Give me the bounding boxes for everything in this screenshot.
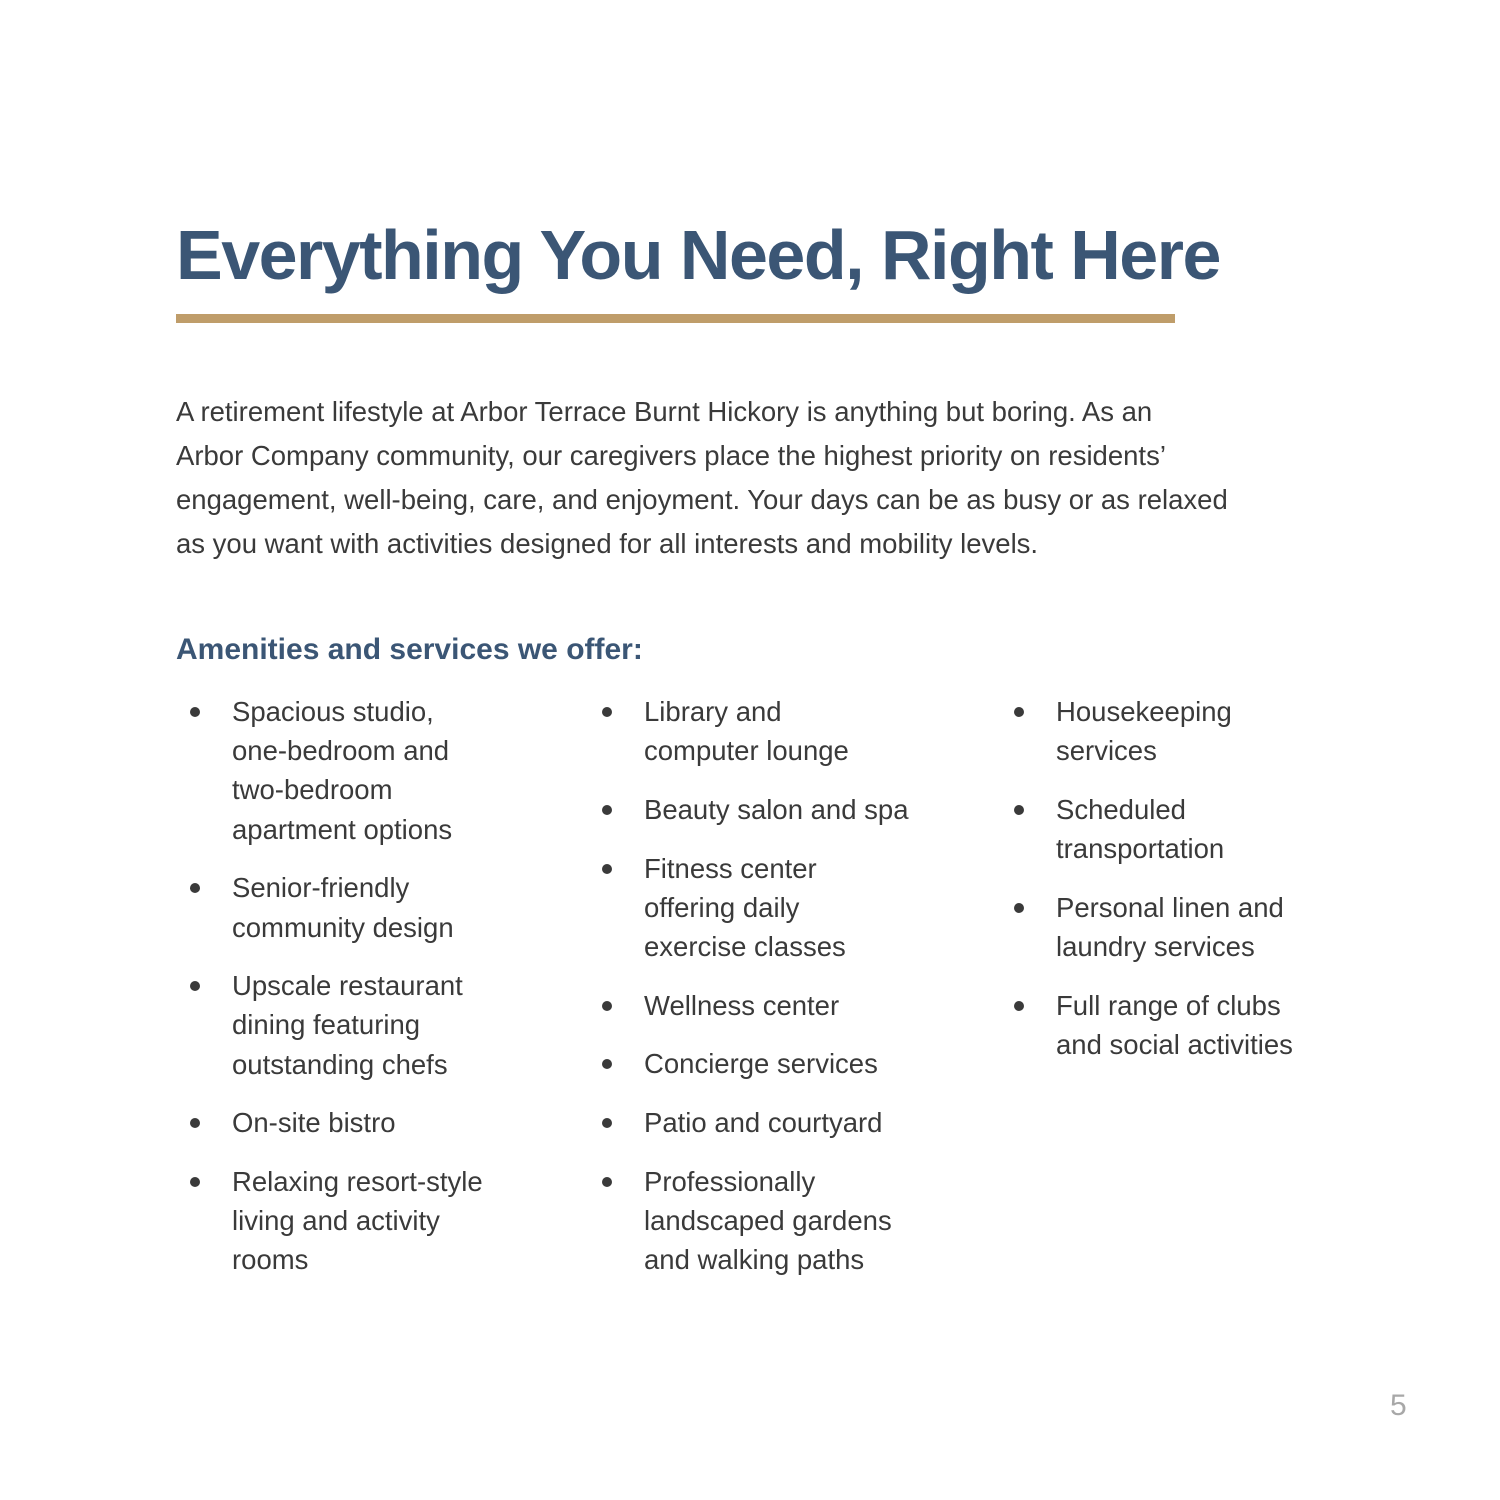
list-item-text: Beauty salon and spa	[644, 793, 909, 825]
list-item	[598, 1044, 958, 1083]
bullet-icon	[1014, 903, 1024, 913]
list-item-text: Professionally landscaped gardens and walking paths	[644, 1165, 892, 1276]
list-item	[1010, 790, 1340, 868]
list-item	[186, 1162, 536, 1280]
bullet-icon	[602, 1177, 612, 1187]
bullet-icon	[602, 1001, 612, 1011]
list-item	[1010, 692, 1340, 770]
amenities-column-2	[598, 692, 958, 1299]
list-item	[598, 849, 958, 967]
bullet-icon	[190, 883, 200, 893]
list-item-text: Concierge services	[644, 1048, 878, 1080]
list-item	[598, 692, 958, 770]
list-item-text: Spacious studio, one-bedroom and two-bedroom apartment options	[232, 696, 453, 845]
page-number: 5	[1390, 1389, 1407, 1422]
list-item-text: On-site bistro	[232, 1107, 396, 1139]
bullet-icon	[190, 707, 200, 717]
list-item-text: Wellness center	[644, 989, 840, 1021]
list-item-text: Patio and courtyard	[644, 1107, 883, 1139]
bullet-icon	[602, 1059, 612, 1069]
amenities-column-3	[1010, 692, 1340, 1084]
amenities-column-1	[186, 692, 536, 1299]
list-item-text: Personal linen and laundry services	[1056, 891, 1284, 963]
list-item	[186, 1103, 536, 1142]
bullet-icon	[1014, 707, 1024, 717]
list-item	[186, 966, 536, 1084]
list-item-text: Upscale restaurant dining featuring outstanding chefs	[232, 970, 463, 1080]
list-item	[598, 790, 958, 829]
bullet-icon	[1014, 1001, 1024, 1011]
bullet-icon	[602, 864, 612, 874]
bullet-icon	[602, 805, 612, 815]
list-item	[598, 1162, 958, 1280]
title-underline-rule	[176, 314, 1175, 323]
bullet-icon	[602, 1118, 612, 1128]
bullet-icon	[602, 707, 612, 717]
page-title: Everything You Need, Right Here	[176, 216, 1220, 294]
list-item-text: Housekeeping services	[1056, 696, 1232, 767]
bullet-icon	[190, 981, 200, 991]
bullet-icon	[190, 1177, 200, 1187]
list-item-text: Senior-friendly community design	[232, 872, 454, 943]
list-item	[1010, 888, 1340, 966]
list-item	[1010, 986, 1340, 1064]
list-item-text: Library and computer lounge	[644, 696, 849, 767]
list-item	[598, 986, 958, 1025]
list-item	[186, 868, 536, 946]
bullet-icon	[190, 1118, 200, 1128]
list-item-text: Fitness center offering daily exercise classes	[644, 852, 846, 963]
intro-paragraph: A retirement lifestyle at Arbor Terrace Burnt Hickory is anything but boring. As an Arbor Company community, our caregivers place the highest priority on residents’ engagement, well-being, care, and enjoyment. Your days can be as busy or as relaxed as you want with activities designed for all interests and mobility levels.	[176, 396, 1228, 559]
list-item-text: Scheduled transportation	[1056, 793, 1225, 865]
list-item	[598, 1103, 958, 1142]
list-item-text: Relaxing resort-style living and activity rooms	[232, 1166, 483, 1276]
bullet-icon	[1014, 805, 1024, 815]
list-item	[186, 692, 536, 849]
list-item-text: Full range of clubs and social activities	[1056, 989, 1293, 1060]
amenities-heading: Amenities and services we offer:	[176, 633, 643, 666]
